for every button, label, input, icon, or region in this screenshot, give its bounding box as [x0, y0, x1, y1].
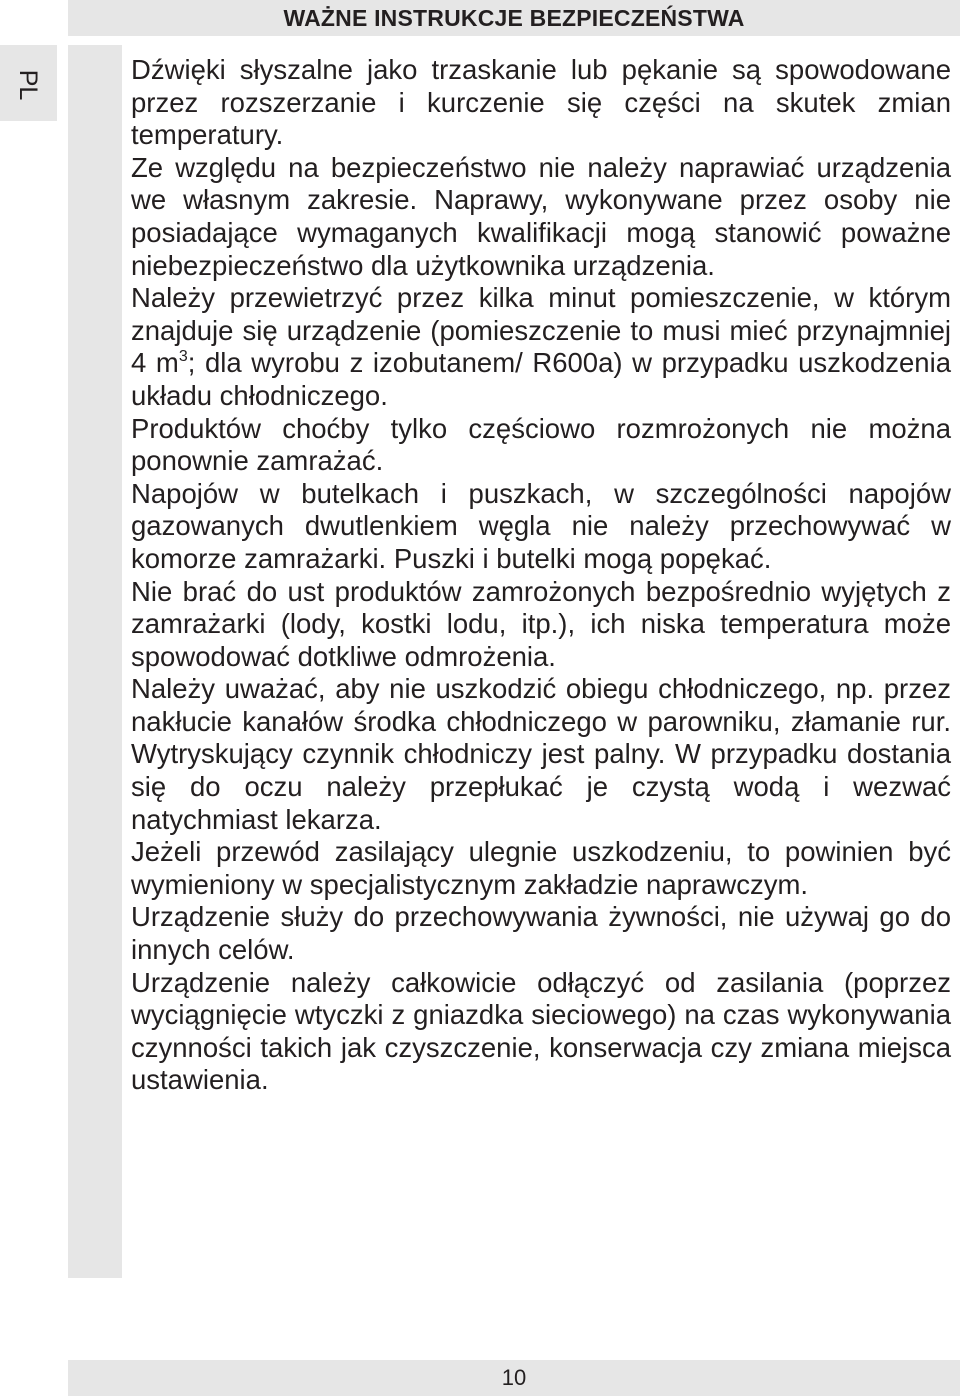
instructions-body	[131, 54, 951, 1097]
paragraph-noise: Dźwięki słyszalne jako trzaskanie lub pękanie są spowodowane przez rozszerzanie i kurczenie się części na skutek zmian temperatury.	[131, 54, 951, 151]
ventilation-text-2: ; dla wyrobu z izobutanem/ R600a) w przypadku uszkodzenia układu chłodniczego.	[131, 347, 952, 411]
paragraph-cooling-circuit: Należy uważać, aby nie uszkodzić obiegu chłodniczego, np. przez nakłucie kanałów środka chłodniczego w parowniku, złamanie rur. Wytryskujący czynnik chłodniczy jest palny. W przypadku dostania się do oczu należy przepłukać je czystą wodą i wezwać natychmiast lekarza.	[131, 673, 951, 835]
paragraph-refreezing: Produktów choćby tylko częściowo rozmrożonych nie można ponownie zamrażać.	[131, 412, 951, 477]
paragraph-frozen-food: Nie brać do ust produktów zamrożonych bezpośrednio wyjętych z zamrażarki (lody, kostki lodu, itp.), ich niska temperatura może spowodować dotkliwe odmrożenia.	[131, 575, 951, 672]
language-label: PL	[14, 69, 42, 101]
ventilation-text-1: Należy przewietrzyć przez kilka minut pomieszczenie, w którym znajduje się urządzenie (pomieszczenie to musi mieć przynajmniej 4 m	[131, 282, 951, 379]
paragraph-drinks: Napojów w butelkach i puszkach, w szczególności napojów gazowanych dwutlenkiem węgla nie należy przechowywać w komorze zamrażarki. Puszki i butelki mogą popękać.	[131, 477, 951, 574]
page-number: 10	[501, 1365, 527, 1390]
page-title: WAŻNE INSTRUKCJE BEZPIECZEŃSTWA	[283, 5, 745, 31]
paragraph-ventilation	[131, 282, 951, 412]
paragraph-power-cord: Jeżeli przewód zasilający ulegnie uszkodzeniu, to powinien być wymieniony w specjalistycznym zakładzie naprawczym.	[131, 836, 951, 900]
left-margin-strip	[68, 45, 122, 1278]
paragraph-repairs: Ze względu na bezpieczeństwo nie należy naprawiać urządzenia we własnym zakresie. Naprawy, wykonywane przez osoby nie posiadające wymaganych kwalifikacji mogą stanowić poważne niebezpieczeństwo dla użytkownika urządzenia.	[131, 151, 951, 281]
paragraph-disconnect: Urządzenie należy całkowicie odłączyć od zasilania (poprzez wyciągnięcie wtyczki z gniazdka sieciowego) na czas wykonywania czynności takich jak czyszczenie, konserwacja czy zmiana miejsca ustawienia.	[131, 966, 951, 1096]
superscript: 3	[178, 348, 188, 366]
paragraph-purpose: Urządzenie służy do przechowywania żywności, nie używaj go do innych celów.	[131, 901, 951, 966]
